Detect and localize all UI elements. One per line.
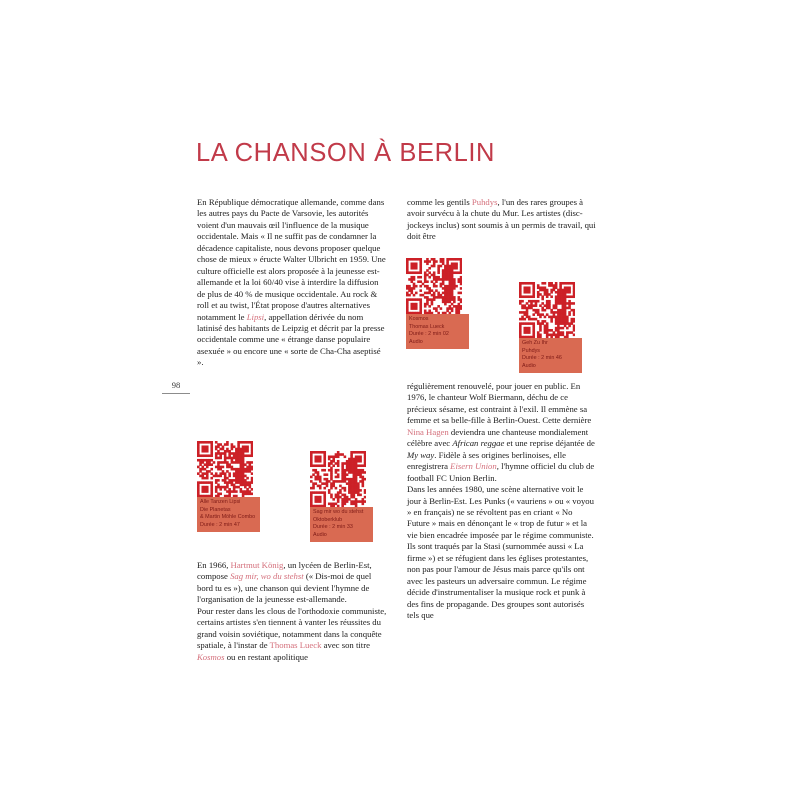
media-format: Audio <box>522 362 536 369</box>
media-format: Audio <box>409 338 423 345</box>
media-artist: Thomas Lueck <box>409 323 445 330</box>
highlight-puhdys: Puhdys <box>471 197 498 207</box>
media-caption <box>406 314 469 349</box>
media-format: Audio <box>313 531 327 538</box>
qr-code-kosmos[interactable] <box>406 258 462 314</box>
media-artist: Die Planetas <box>200 506 231 513</box>
paragraph-right-1 <box>407 197 597 243</box>
title-african-reggae: African reggae <box>452 438 505 449</box>
text-run: (« Dis-moi de quel bord tu es »), une chanson qui devient l'hymne de l'organisation de la jeunesse est-allemande. <box>197 571 372 605</box>
left-column-body-bottom <box>197 560 387 663</box>
text-run: et une reprise déjantée de <box>504 438 595 449</box>
text-run: , appellation dérivée du nom latinisé des habitants de Leipzig et décrit par la presse occidentale comme une « étrange danse populaire asexuée » ou encore une « sorte de Cha-Cha aseptisé ». <box>197 311 385 368</box>
media-artist: Oktoberklub <box>313 516 343 523</box>
paragraph-right-2 <box>407 381 597 484</box>
media-title: Geh Zu Ihr <box>522 340 548 346</box>
media-title: Alle Tanzen Lipsi <box>200 499 241 505</box>
page-title: LA CHANSON À BERLIN <box>196 139 496 167</box>
media-duration: Durée : 2 min 33 <box>313 524 353 531</box>
media-title: Sag mir wo du stehst <box>313 509 364 515</box>
qr-code-sag-mir-wo-du-stehst[interactable] <box>310 451 366 507</box>
text-run: , un lycéen de Berlin-Est, compose <box>197 560 372 582</box>
highlight-nina-hagen: Nina Hagen <box>407 426 449 437</box>
media-card-alle-tanzen-lipsi[interactable] <box>197 441 260 532</box>
highlight-sag-mir-wo-du-stehst: Sag mir, wo du stehst <box>230 571 304 582</box>
text-run: régulièrement renouvelé, pour jouer en public. En 1976, le chanteur Wolf Biermann, déchu de ce précieux sésame, est contraint à l'exil. Il emmène sa femme et sa belle-fille à Berlin-Ouest. Cette dernière <box>407 381 592 426</box>
text-run: , l'un des rares groupes à avoir survécu à la chute du Mur. Les artistes (disc-jockeys inclus) sont soumis à un permis de travail, qui doit être <box>407 197 596 242</box>
text-run: En République démocratique allemande, comme dans les autres pays du Pacte de Varsovie, les autorités voient d'un mauvais œil l'influence de la musique occidentale. Mais « Il ne suffit pas de condamner la décadence capitaliste, nous devons proposer quelque chose de mieux » éructe Walter Ulbricht en 1959. Une culture officielle est alors proposée à la jeunesse est-allemande et la loi 60/40 vise à interdire la diffusion de plus de 40 % de musique occidentale. Au rock & roll et au twist, l'État propose d'autres alternatives notamment le <box>197 197 386 322</box>
media-caption <box>197 497 260 532</box>
text-run: deviendra une chanteuse mondialement célèbre avec <box>407 426 589 449</box>
paragraph-right-3: Dans les années 1980, une scène alternative voit le jour à Berlin-Est. Les Punks (« vauriens » ou « voyou » en français) ne se révoltent pas en criant « No Future » mais en dénonçant le « trop de futur » et la vie bien encadrée imposée par le régime communiste. Ils sont traqués par la Stasi (surnommée aussi « La firme ») et se réfugient dans les églises protestantes, non pas pour l'amour de Jésus mais parce qu'ils ont avec les pasteurs un adversaire commun. Le régime décide d'instrumentaliser la musique rock et punk à des fins de propagande. Des groupes sont autorisés tels que <box>407 484 594 621</box>
right-column-body-top <box>407 197 597 243</box>
text-run: . Fidèle à ses origines berlinoises, elle enregistrera <box>407 449 566 472</box>
media-card-sag-mir-wo-du-stehst[interactable] <box>310 451 373 542</box>
qr-code-geh-zu-ihr[interactable] <box>519 282 575 338</box>
media-duration: Durée : 2 min 02 <box>409 331 449 338</box>
media-card-geh-zu-ihr[interactable] <box>519 282 582 373</box>
text-run: comme les gentils <box>407 197 472 207</box>
media-artist-secondary: & Martin Möhle Combo <box>200 514 256 521</box>
media-duration: Durée : 2 min 47 <box>200 521 240 528</box>
right-column-body-bottom <box>407 381 597 622</box>
folio <box>156 381 196 394</box>
paragraph-left-2 <box>197 560 387 606</box>
highlight-thomas-lueck: Thomas Lueck <box>269 640 322 651</box>
page-number: 98 <box>171 380 181 390</box>
media-duration: Durée : 2 min 46 <box>522 355 562 362</box>
folio-rule <box>162 393 190 394</box>
left-column-body-top <box>197 197 387 369</box>
text-run: , l'hymne officiel du club de football FC Union Berlin. <box>407 461 595 483</box>
media-caption <box>519 338 582 373</box>
media-artist: Puhdys <box>522 347 540 354</box>
title-my-way: My way <box>407 449 435 460</box>
text-run: ou en restant apolitique <box>224 651 309 662</box>
media-caption <box>310 507 373 542</box>
text-run: Pour rester dans les clous de l'orthodoxie communiste, certains artistes s'en tiennent à vanter les réussites du grand voisin soviétique, notamment dans la conquête spatiale, à l'instar de <box>197 605 387 651</box>
media-title: Kosmos <box>409 316 429 322</box>
highlight-hartmut-konig: Hartmut König <box>230 560 284 570</box>
highlight-eisern-union: Eisern Union <box>450 461 497 472</box>
media-card-kosmos[interactable] <box>406 258 469 349</box>
paragraph-left-1 <box>197 197 387 369</box>
text-run: En 1966, <box>197 560 231 570</box>
highlight-lipsi: Lipsi <box>246 311 265 322</box>
highlight-kosmos: Kosmos <box>197 651 225 662</box>
qr-code-alle-tanzen-lipsi[interactable] <box>197 441 253 497</box>
text-run: avec son titre <box>321 640 370 651</box>
paragraph-left-3 <box>197 606 387 663</box>
